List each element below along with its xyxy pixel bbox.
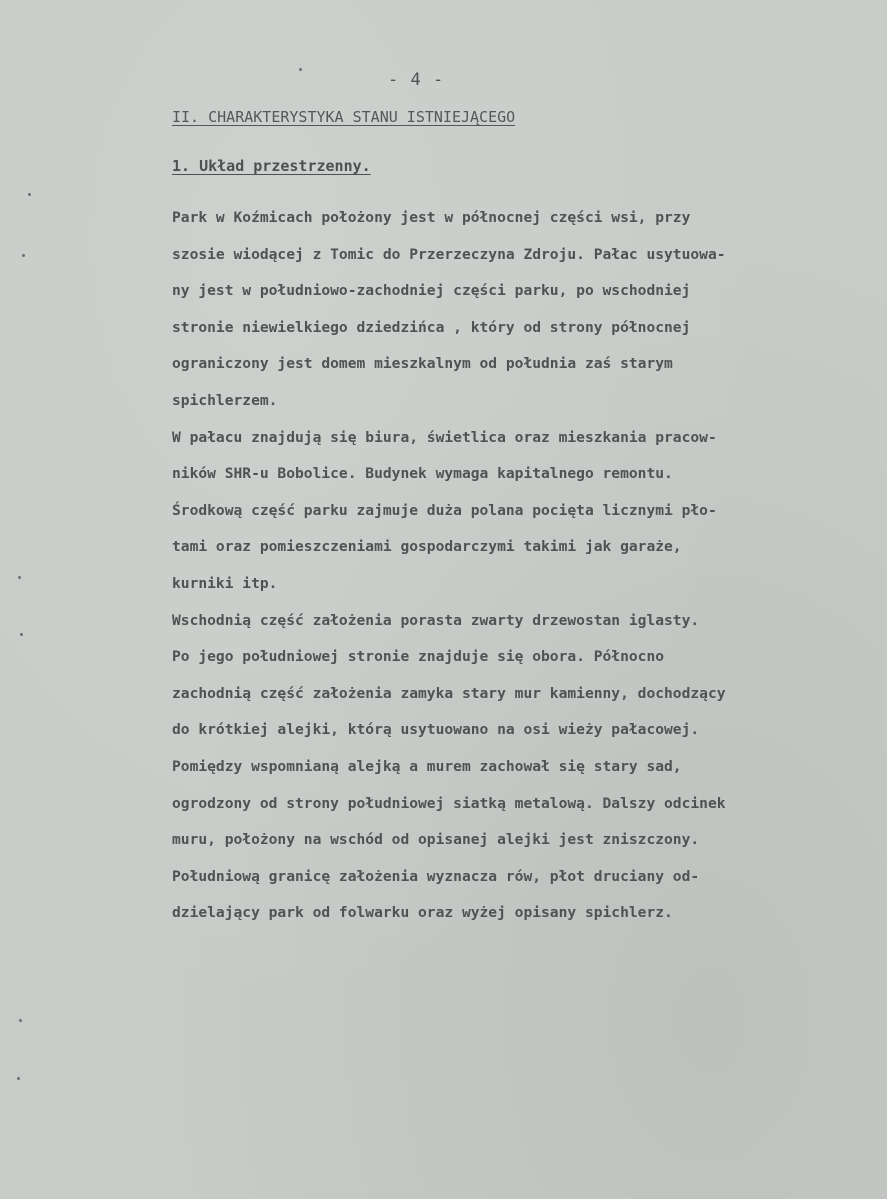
text-line: do krótkiej alejki, którą usytuowano na osi wieży pałacowej. (172, 721, 700, 739)
text-line: ników SHR-u Bobolice. Budynek wymaga kapitalnego remontu. (172, 465, 673, 483)
text-line: spichlerzem. (172, 391, 278, 409)
subsection-heading: 1. Układ przestrzenny. (172, 157, 371, 175)
paper-speck (18, 576, 21, 579)
text-line: Pomiędzy wspomnianą alejką a murem zachował się stary sad, (172, 757, 682, 775)
text-line: ograniczony jest domem mieszkalnym od południa zaś starym (172, 355, 673, 373)
page-number: - 4 - (388, 70, 445, 90)
section-heading: II. CHARAKTERYSTYKA STANU ISTNIEJĄCEGO (172, 108, 516, 126)
paper-speck (17, 1077, 20, 1080)
paper-speck (28, 193, 31, 196)
text-line: zachodnią część założenia zamyka stary mur kamienny, dochodzący (172, 684, 726, 702)
text-line: ny jest w południowo-zachodniej części parku, po wschodniej (172, 282, 691, 300)
paper-speck (299, 68, 302, 71)
text-line: W pałacu znajdują się biura, świetlica oraz mieszkania pracow- (172, 428, 717, 446)
text-line: Wschodnią część założenia porasta zwarty drzewostan iglasty. (172, 611, 700, 629)
text-line: ogrodzony od strony południowej siatką metalową. Dalszy odcinek (172, 794, 726, 812)
text-line: Południową granicę założenia wyznacza rów, płot druciany od- (172, 867, 700, 885)
text-line: Park w Koźmicach położony jest w północnej części wsi, przy (172, 209, 691, 226)
text-line: stronie niewielkiego dziedzińca , który od strony północnej (172, 318, 691, 336)
paper-speck (19, 1019, 22, 1022)
text-line: Po jego południowej stronie znajduje się obora. Północno (172, 648, 665, 666)
text-line: dzielający park od folwarku oraz wyżej opisany spichlerz. (172, 904, 673, 922)
text-line: kurniki itp. (172, 574, 278, 592)
text-line: Środkową część parku zajmuje duża polana pocięta licznymi pło- (172, 501, 717, 519)
paper-speck (20, 633, 23, 636)
text-line: tami oraz pomieszczeniami gospodarczymi takimi jak garaże, (172, 538, 682, 556)
body-text (172, 200, 884, 932)
text-line: szosie wiodącej z Tomic do Przerzeczyna Zdroju. Pałac usytuowa- (172, 245, 726, 263)
text-line: muru, położony na wschód od opisanej alejki jest zniszczony. (172, 831, 700, 849)
paper-speck (22, 254, 25, 257)
